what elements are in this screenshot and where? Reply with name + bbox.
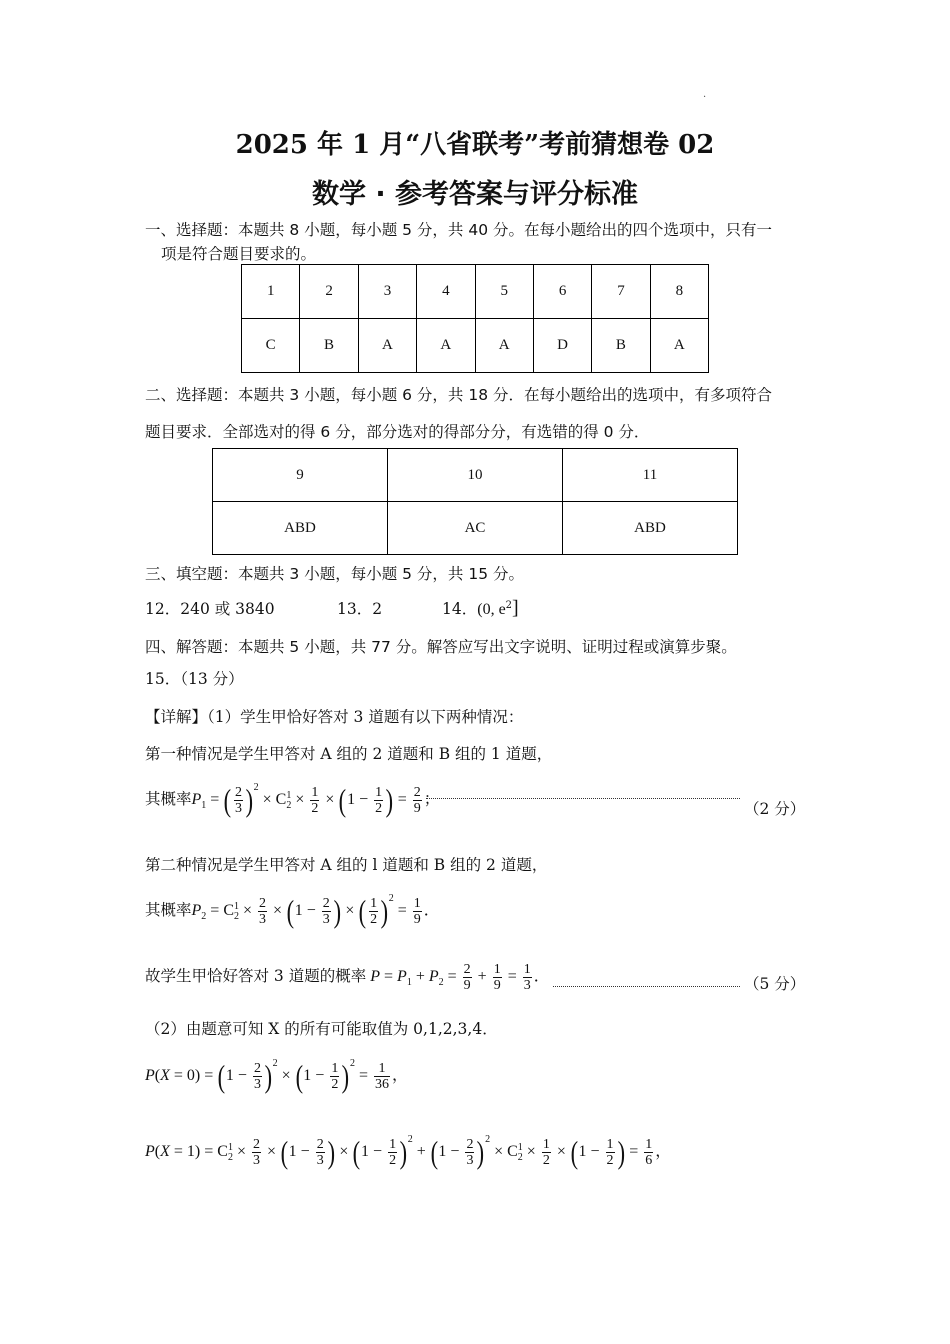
total-prob-formula: $P = P_1 + P_2$ = $\frac{2}{9}$ + $\frac{1}{9}$ = $\frac{1}{3}$ ． xyxy=(370,962,550,993)
section2-intro-line2: 题目要求．全部选对的得 6 分，部分选对的得部分分，有选错的得 0 分． xyxy=(145,423,650,441)
question-number-cell: 4 xyxy=(417,265,475,319)
question-number-cell: 5 xyxy=(475,265,533,319)
section4-intro: 四、解答题：本题共 5 小题，共 77 分。解答应写出文字说明、证明过程或演算步聚。 xyxy=(145,638,737,656)
section3-intro: 三、填空题：本题共 3 小题，每小题 5 分，共 15 分。 xyxy=(145,565,525,583)
answer-cell: A xyxy=(475,319,533,373)
total-prob-prefix: 故学生甲恰好答对 3 道题的概率 xyxy=(145,967,367,986)
total-prob-line xyxy=(145,962,550,993)
answer-q14 xyxy=(442,597,519,620)
prob1-line xyxy=(145,782,440,819)
page-subtitle: 数学 · 参考答案与评分标准 xyxy=(311,179,639,210)
prob1-prefix: 其概率 xyxy=(145,790,192,808)
answer-cell: D xyxy=(533,319,591,373)
answer-q13: 13．2 xyxy=(337,600,383,618)
question-number-cell: 3 xyxy=(358,265,416,319)
px1-formula: $P(X = 1) = C_2^1$ × $\frac{2}{3}$ × (1 − $\frac{2}{3}$ ) × (1 − $\frac{1}{2}$ )$^2$ + (1 − $\frac{2}{3}$ )$^2 \times C_2^1$ × $\frac{1}{2}$ × (1 − $\frac{1}{2}$ ) = $\frac{1}{6}$ ， xyxy=(145,1134,672,1171)
detail-heading: 【详解】（1）学生甲恰好答对 3 道题有以下两种情况： xyxy=(145,708,524,726)
page-title: 2025 年 1 月“八省联考”考前猜想卷 02 xyxy=(235,130,715,160)
section1-intro-line1: 一、选择题：本题共 8 小题，每小题 5 分，共 40 分。在每小题给出的四个选项中，只有一 xyxy=(145,221,773,239)
px1-line xyxy=(145,1134,672,1171)
answer-row xyxy=(213,502,738,555)
px0-formula: P(X = 0) = (1 − $\frac{2}{3}$ )$^2$ × (1 − $\frac{1}{2}$ )$^2$ = $\frac{1}{36}$ ， xyxy=(145,1058,409,1095)
question-number-cell: 6 xyxy=(533,265,591,319)
answer-cell: A xyxy=(358,319,416,373)
answer-cell: ABD xyxy=(213,502,388,555)
prob1-formula: $P_1$ = ( $\frac{2}{3}$ )$^2 \times C_2^1$ × $\frac{1}{2}$ × (1 − $\frac{1}{2}$ ) = $\frac{2}{9}$ ； xyxy=(191,782,440,819)
score-leader-dots xyxy=(426,798,740,799)
case1-text: 第一种情况是学生甲答对 A 组的 2 道题和 B 组的 1 道题， xyxy=(145,745,553,763)
question-number-cell: 11 xyxy=(563,449,738,502)
answer-cell: A xyxy=(417,319,475,373)
prob1-score: （2 分） xyxy=(744,800,806,818)
answer-q14-label: 14． xyxy=(442,600,478,618)
section2-answer-table xyxy=(212,448,738,555)
question-number-row xyxy=(242,265,709,319)
total-score: （5 分） xyxy=(744,975,806,993)
answer-q14-exponent: 2 xyxy=(505,599,513,611)
answer-cell: C xyxy=(242,319,300,373)
case2-text: 第二种情况是学生甲答对 A 组的 l 道题和 B 组的 2 道题， xyxy=(145,856,548,874)
question-number-cell: 2 xyxy=(300,265,358,319)
answer-cell: ABD xyxy=(563,502,738,555)
question15-label: 15．（13 分） xyxy=(145,670,244,688)
prob2-formula: $P_2 = C_2^1$ × $\frac{2}{3}$ × (1 − $\frac{2}{3}$ ) × ( $\frac{1}{2}$ )$^2$ = $\frac{1}{9}$ ． xyxy=(191,893,440,930)
answer-cell: B xyxy=(300,319,358,373)
score-leader-dots xyxy=(553,986,740,987)
section1-intro-line2: 项是符合题目要求的。 xyxy=(161,245,317,263)
question-number-cell: 10 xyxy=(388,449,563,502)
answer-cell: A xyxy=(650,319,708,373)
answer-cell: B xyxy=(592,319,650,373)
question-number-row xyxy=(213,449,738,502)
answer-q14-value: (0, e xyxy=(477,601,506,618)
prob2-prefix: 其概率 xyxy=(145,901,192,919)
px0-line xyxy=(145,1058,409,1095)
question-number-cell: 9 xyxy=(213,449,388,502)
question-number-cell: 8 xyxy=(650,265,708,319)
answer-q12: 12．240 或 3840 xyxy=(145,600,275,618)
answer-row xyxy=(242,319,709,373)
section1-answer-table xyxy=(241,264,709,373)
part2-text: （2）由题意可知 X 的所有可能取值为 0,1,2,3,4． xyxy=(145,1020,498,1038)
section2-intro-line1: 二、选择题：本题共 3 小题，每小题 6 分，共 18 分．在每小题给出的选项中，有多项符合 xyxy=(145,386,773,404)
corner-dot: · xyxy=(703,92,707,103)
answer-q14-close: ] xyxy=(512,597,519,619)
answer-cell: AC xyxy=(388,502,563,555)
prob2-line xyxy=(145,893,440,930)
question-number-cell: 1 xyxy=(242,265,300,319)
question-number-cell: 7 xyxy=(592,265,650,319)
